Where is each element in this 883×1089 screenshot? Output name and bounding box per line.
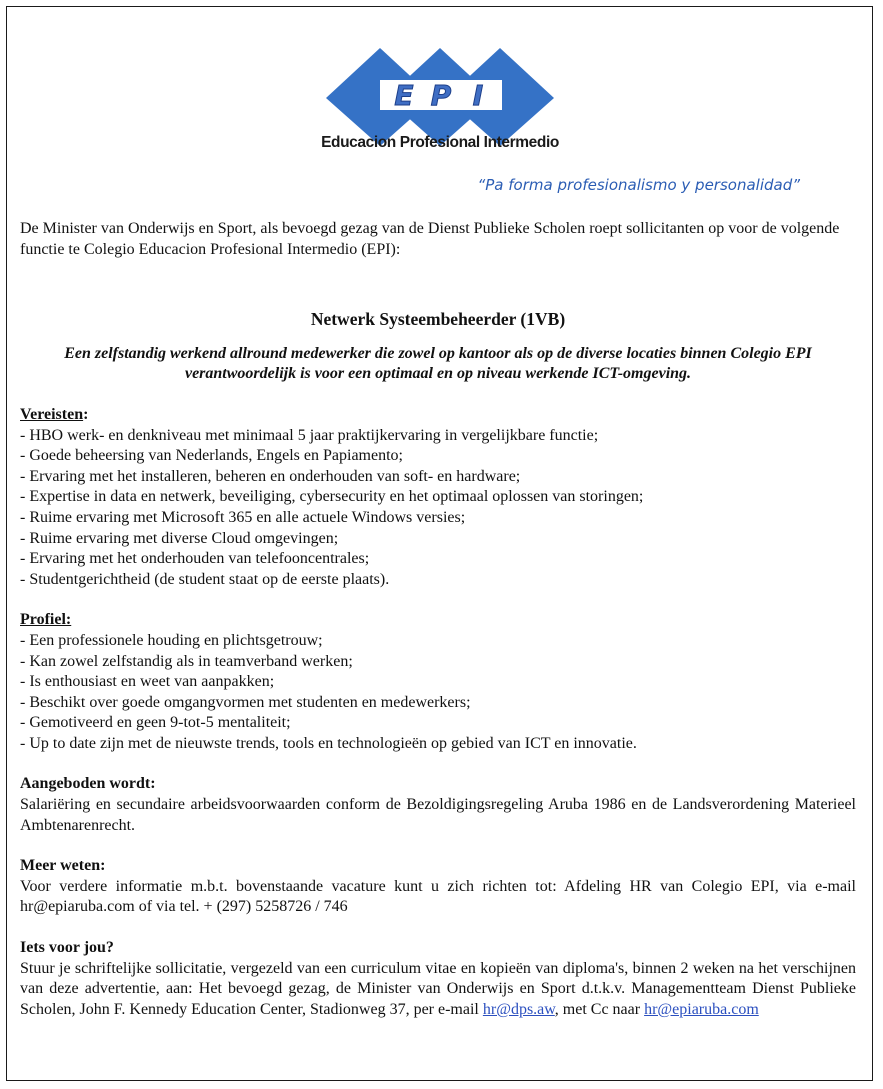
requirements-heading-colon: : — [83, 405, 89, 423]
profile-item: - Beschikt over goede omgangvormen met studenten en medewerkers; — [20, 693, 471, 711]
ad-content — [20, 219, 856, 1040]
profile-item: - Kan zowel zelfstandig als in teamverband werken; — [20, 652, 353, 670]
job-title: Netwerk Systeembeheerder (1VB) — [310, 309, 566, 330]
more-info-heading: Meer weten: — [20, 857, 106, 875]
profile-item: - Up to date zijn met de nieuwste trends, tools en technologieën op gebied van ICT en innovatie. — [20, 734, 637, 752]
profile-item: - Een professionele houding en plichtsgetrouw; — [20, 631, 323, 649]
profile-list — [20, 631, 856, 755]
requirement-item: - Goede beheersing van Nederlands, Engels en Papiamento; — [20, 447, 403, 465]
profile-heading: Profiel: — [20, 611, 72, 629]
email-link-epi[interactable]: hr@epiaruba.com — [644, 1000, 759, 1018]
apply-heading: Iets voor jou? — [20, 939, 114, 957]
offered-heading: Aangeboden wordt: — [20, 775, 156, 793]
email-link-dps[interactable]: hr@dps.aw — [482, 1000, 555, 1018]
requirement-item: - Ervaring met het installeren, beheren en onderhouden van soft- en hardware; — [20, 467, 521, 485]
logo-letter-e: E — [394, 79, 414, 112]
more-info-text: Voor verdere informatie m.b.t. bovenstaande vacature kunt u zich richten tot: Afdeling HR van Colegio EPI, via e-mail hr@epiaruba.com of via tel. + (297) 5258726 / 746 — [20, 877, 856, 916]
profile-item: - Is enthousiast en weet van aanpakken; — [20, 673, 275, 691]
requirement-item: - Ruime ervaring met diverse Cloud omgevingen; — [20, 529, 339, 547]
slogan: “Pa forma profesionalismo y personalidad” — [477, 176, 800, 194]
logo-letter-p: P — [430, 79, 452, 112]
intro-paragraph: De Minister van Onderwijs en Sport, als bevoegd gezag van de Dienst Publieke Scholen roept sollicitanten op voor de volgende functie te Colegio Educacion Profesional Intermedio (EPI): — [20, 220, 840, 258]
job-subtitle: Een zelfstandig werkend allround medewerker die zowel op kantoor als op de diverse locaties binnen Colegio EPI verantwoordelijk is voor een optimaal en op niveau werkende ICT-omgeving. — [64, 344, 812, 383]
requirement-item: - Studentgerichtheid (de student staat op de eerste plaats). — [20, 570, 390, 588]
apply-text — [20, 959, 856, 1021]
apply-cc-text: , met Cc naar — [554, 1000, 645, 1018]
requirement-item: - Ruime ervaring met Microsoft 365 en alle actuele Windows versies; — [20, 508, 466, 526]
organization-name: Educacion Profesional Intermedio — [321, 134, 559, 151]
requirements-heading — [20, 405, 856, 426]
requirement-item: - Expertise in data en netwerk, beveiliging, cybersecurity en het optimaal oplossen van storingen; — [20, 488, 644, 506]
apply-body: Stuur je schriftelijke sollicitatie, vergezeld van een curriculum vitae en kopieën van diploma's, binnen 2 weken na het verschijnen van deze advertentie, aan: Het bevoegd gezag, de Minister van Onderwijs en Sport d.t.k.v. Managementteam Dienst Publieke Scholen, John F. Kennedy Education Center, Stadionweg 37, per e-mail — [20, 959, 856, 1018]
requirement-item: - HBO werk- en denkniveau met minimaal 5 jaar praktijkervaring in vergelijkbare functie; — [20, 426, 599, 444]
logo-letter-i: I — [472, 79, 484, 112]
offered-text: Salariëring en secundaire arbeidsvoorwaarden conform de Bezoldigingsregeling Aruba 1986 en de Landsverordening Materieel Ambtenarenrecht. — [20, 796, 856, 834]
requirement-item: - Ervaring met het onderhouden van telefooncentrales; — [20, 550, 370, 568]
profile-item: - Gemotiveerd en geen 9-tot-5 mentaliteit; — [20, 714, 291, 732]
requirements-heading-text: Vereisten — [20, 405, 84, 423]
requirements-list — [20, 426, 856, 591]
